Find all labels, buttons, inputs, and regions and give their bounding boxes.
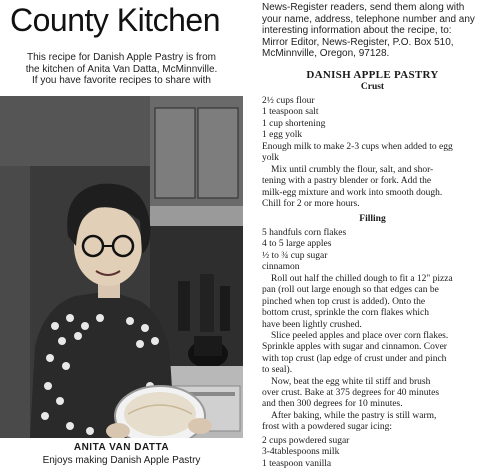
filling-ingredients (262, 228, 483, 274)
direction-line: Now, beat the egg white til stiff and brush (271, 376, 431, 387)
direction-line: pinched when top crust is added). Onto the (262, 296, 426, 307)
ingredient-line: 1 teaspoon vanilla (262, 458, 332, 469)
direction-line: and then 300 degrees for 10 minutes. (262, 399, 403, 410)
ingredient-line: 1 teaspoon salt (262, 107, 319, 118)
masthead-title: County Kitchen (10, 2, 221, 38)
ingredient-line: yolk (262, 153, 279, 164)
intro-line: This recipe for Danish Apple Pastry is from (27, 52, 216, 63)
direction-line: tening with a pastry blender or fork. Add the (262, 176, 432, 187)
direction-line: over crust. Bake at 375 degrees for 40 minutes (262, 388, 440, 399)
ingredient-line: 2 cups powdered sugar (262, 436, 350, 446)
direction-line: After baking, while the pastry is still warm, (271, 410, 437, 421)
intro-paragraph (0, 52, 243, 87)
direction-line: Sprinkle apples with sugar and cinnamon. Cover (262, 342, 447, 353)
direction-line: with top crust (lap edge of crust under and pinch (262, 353, 447, 364)
kitchen-photo-illustration (0, 96, 243, 438)
contact-paragraph (262, 2, 483, 60)
ingredient-line: 1 egg yolk (262, 130, 303, 141)
intro-line: If you have favorite recipes to share with (32, 75, 211, 86)
ingredient-line: Enough milk to make 2-3 cups when added to egg (262, 141, 453, 152)
direction-line: milk-egg mixture and work into smooth dough. (262, 187, 443, 198)
direction-line: bottom crust, sprinkle the corn flakes which (262, 308, 430, 319)
photo-caption-name: ANITA VAN DATTA (73, 442, 170, 453)
photo-caption-text: Enjoys making Danish Apple Pastry (42, 455, 201, 466)
contact-line: your name, address, telephone number and any (262, 13, 475, 25)
icing-ingredients (262, 436, 483, 470)
direction-line: Slice peeled apples and place over corn flakes. (271, 331, 449, 342)
direction-line: have been lightly crushed. (262, 319, 362, 330)
recipe-title: DANISH APPLE PASTRY (306, 69, 439, 81)
contact-line: interesting information about the recipe, to: (262, 25, 452, 36)
crust-heading: Crust (360, 82, 385, 92)
contact-line: News-Register readers, send them along with (262, 2, 465, 13)
ingredient-line: 3-4tablespoons milk (262, 447, 340, 458)
intro-line: the kitchen of Anita Van Datta, McMinnville. (25, 63, 218, 75)
direction-line: pan (roll out large enough so that edges can be (262, 285, 439, 296)
ingredient-line: 4 to 5 large apples (262, 239, 332, 250)
photo-anita-van-datta (0, 96, 243, 438)
contact-line: McMinnville, Oregon, 97128. (262, 48, 390, 59)
direction-line: Mix until crumbly the flour, salt, and shor- (271, 165, 434, 175)
filling-heading: Filling (359, 214, 386, 224)
right-column (262, 0, 483, 472)
ingredient-line: 5 handfuls corn flakes (262, 228, 347, 238)
crust-directions (262, 165, 483, 211)
ingredient-line: ½ to ¾ cup sugar (262, 250, 328, 261)
direction-line: Roll out half the chilled dough to fit a 12" pizza (271, 274, 453, 284)
crust-ingredients (262, 96, 483, 164)
ingredient-line: cinnamon (262, 262, 300, 273)
ingredient-line: 2½ cups flour (262, 96, 315, 106)
filling-directions (262, 274, 483, 434)
ingredient-line: 1 cup shortening (262, 118, 326, 129)
direction-line: Chill for 2 or more hours. (262, 199, 360, 210)
direction-line: to seal). (262, 365, 293, 376)
contact-line: Mirror Editor, News-Register, P.O. Box 510, (262, 36, 454, 48)
direction-line: frost with a powdered sugar icing: (262, 422, 393, 433)
